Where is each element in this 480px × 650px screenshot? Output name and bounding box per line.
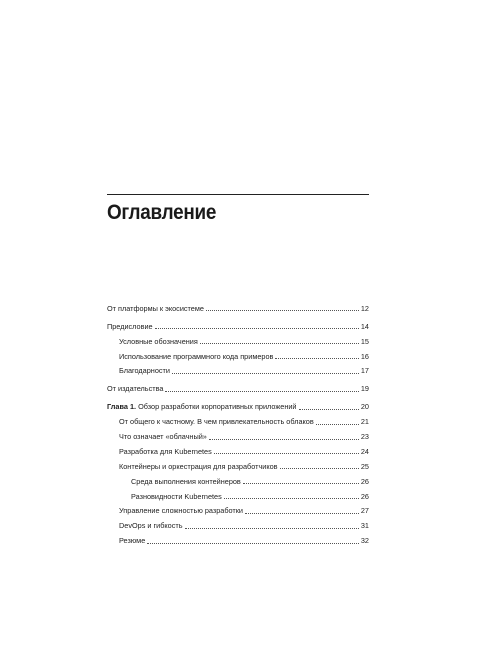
toc-entry-label [119,463,278,471]
toc-entry-text: Предисловие [107,321,153,331]
toc-entry-label [119,522,183,530]
toc-entry-page: 32 [360,536,369,546]
toc-entry[interactable] [107,456,369,471]
dot-leader [280,467,359,469]
toc-entry-text: Разработка для Kubernetes [119,446,212,456]
toc-entry-text: DevOps и гибкость [119,521,183,531]
toc-entry[interactable] [107,298,369,313]
toc-entry-label [119,367,170,375]
toc-entry-label [119,418,314,426]
toc-entry-page: 12 [360,303,369,313]
table-of-contents [107,298,369,545]
toc-entry-page: 20 [360,402,369,412]
toc-entry-label [107,403,297,411]
toc-entry-text: Благодарности [119,366,170,376]
toc-entry-text: Контейнеры и оркестрация для разработчиков [119,461,278,471]
dot-leader [245,512,359,514]
dot-leader [299,408,359,410]
toc-entry-text: Среда выполнения контейнеров [131,476,241,486]
dot-leader [224,497,359,499]
toc-entry[interactable] [107,411,369,426]
dot-leader [243,482,359,484]
toc-entry-page: 26 [360,476,369,486]
dot-leader [316,423,359,425]
toc-entry-page: 17 [360,366,369,376]
dot-leader [209,438,359,440]
toc-entry-text: Резюме [119,536,146,546]
toc-entry-label [107,305,204,313]
toc-entry-page: 24 [360,446,369,456]
page-title: Оглавление [107,201,217,224]
toc-entry[interactable] [107,471,369,486]
toc-entry[interactable] [107,316,369,331]
toc-entry[interactable] [107,441,369,456]
toc-entry-label [107,323,153,331]
dot-leader [275,357,358,359]
toc-entry-label [119,338,198,346]
toc-entry[interactable] [107,501,369,516]
toc-entry-text: Использование программного кода примеров [119,351,274,361]
dot-leader [200,342,359,344]
toc-entry-label [131,478,241,486]
toc-entry-label [119,537,145,545]
dot-leader [165,390,358,392]
toc-entry-label [107,385,163,393]
toc-entry-text: От общего к частному. В чем привлекательность облаков [119,417,314,427]
dot-leader [147,542,359,544]
toc-entry[interactable] [107,515,369,530]
dot-leader [155,327,359,329]
toc-entry-text: От издательства [107,384,164,394]
toc-entry-text: Разновидности Kubernetes [131,491,222,501]
toc-entry-page: 23 [360,432,369,442]
toc-entry-page: 31 [360,521,369,531]
toc-entry[interactable] [107,378,369,393]
toc-entry-page: 21 [360,417,369,427]
toc-entry-text: Управление сложностью разработки [119,506,244,516]
heading-rule [107,194,369,195]
toc-entry[interactable] [107,346,369,361]
toc-entry[interactable] [107,331,369,346]
toc-entry-page: 15 [360,336,369,346]
toc-entry-label [119,433,207,441]
toc-entry-text: Условные обозначения [119,336,198,346]
toc-entry-label [119,507,243,515]
chapter-number: Глава 1. [107,402,137,412]
toc-entry-label [119,448,212,456]
toc-entry-label [131,493,222,501]
dot-leader [172,372,359,374]
toc-entry[interactable] [107,486,369,501]
toc-entry-text: Обзор разработки корпоративных приложений [138,402,297,412]
dot-leader [185,527,359,529]
toc-entry-page: 19 [360,384,369,394]
dot-leader [206,309,359,311]
toc-entry-page: 25 [360,461,369,471]
toc-entry-page: 16 [360,351,369,361]
dot-leader [214,452,359,454]
toc-entry-page: 14 [360,321,369,331]
toc-entry[interactable] [107,361,369,376]
toc-entry[interactable] [107,530,369,545]
toc-entry-label [119,353,273,361]
toc-entry-page: 26 [360,491,369,501]
toc-entry-text: От платформы к экосистеме [107,303,204,313]
toc-entry-text: Что означает «облачный» [119,432,207,442]
toc-entry-page: 27 [360,506,369,516]
toc-entry[interactable] [107,396,369,411]
toc-entry[interactable] [107,426,369,441]
